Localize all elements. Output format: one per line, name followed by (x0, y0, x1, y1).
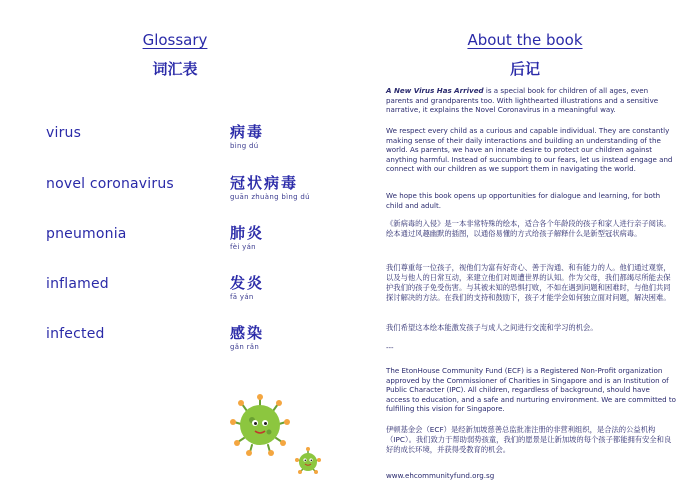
term-chinese: 冠状病毒 (230, 174, 299, 192)
about-paragraph-1 (386, 86, 676, 115)
term-chinese: 感染 (230, 324, 265, 342)
term-pinyin: gǎn rǎn (230, 343, 260, 351)
ecf-english-paragraph: The EtonHouse Community Fund (ECF) is a Registered Non-Profit organization approved by the Commissioner of Charities in Singapore and is an Institution of Public Character (IPC). All children, regardless of background, should have access to education, and a safe and nurturing environment. We are committed to fulfilling this vision for Singapore. (386, 366, 677, 414)
about-title: About the book (467, 31, 583, 49)
virus-characters-icon (228, 392, 328, 478)
term-pinyin: fèi yán (230, 243, 256, 251)
glossary-subtitle: 词汇表 (152, 60, 198, 78)
term-pinyin: bìng dú (230, 142, 259, 150)
separator: --- (386, 344, 394, 352)
ecf-chinese-paragraph: 伊顿基金会（ECF）是经新加坡慈善总监批准注册的非营利组织，是合法的公益机构（IPC）。我们致力于帮助弱势孩童，我们的愿景是让新加坡的每个孩子都能拥有安全和良好的成长环境，并获得受教育的机会。 (386, 425, 672, 454)
term-pinyin: fā yán (230, 293, 254, 301)
glossary-row (0, 172, 350, 212)
about-zh-paragraph-2: 我们尊重每一位孩子，视他们为富有好奇心、善于沟通、和有能力的人。他们通过观察，以及与他人的日常互动，来建立他们对周遭世界的认知。作为父母，我们都竭尽所能去保护我们的孩子免受伤害。与其被未知的恐惧打败，不如在遇到问题和困难时，与他们共同探讨解决的方法。在我们的支持和鼓励下，孩子才能学会如何独立面对问题，解决困难。 (386, 263, 671, 302)
about-paragraph-3: We hope this book opens up opportunities for dialogue and learning, for both child and adult. (386, 191, 661, 210)
book-title: A New Virus Has Arrived (386, 86, 484, 95)
about-zh-paragraph-3: 我们希望这本绘本能激发孩子与成人之间进行交流和学习的机会。 (386, 323, 598, 332)
about-paragraph-2: We respect every child as a curious and capable individual. They are constantly making sense of their daily interactions and building an understanding of the world. As parents, we have an innate desire to protect our children against anything harmful. Instead of succumbing to our fears, let us instead engage and connect with our children as we support them in navigating the world. (386, 126, 673, 174)
term-chinese: 发炎 (230, 274, 265, 292)
paragraph-text: is a special book for children of all ages, even parents and grandparents too. With lighthearted illustrations and a sensitive narrative, it explains the Novel Coronavirus in a meaningful way. (386, 86, 659, 115)
term-english: novel coronavirus (46, 176, 174, 192)
term-pinyin: guān zhuàng bìng dú (230, 193, 310, 201)
glossary-row (0, 322, 350, 362)
glossary-row (0, 272, 350, 312)
term-english: pneumonia (46, 226, 127, 242)
glossary-title: Glossary (142, 31, 208, 49)
term-english: virus (46, 125, 82, 141)
term-chinese: 肺炎 (230, 224, 265, 242)
about-subtitle: 后记 (509, 60, 540, 78)
about-zh-paragraph-1: 《新病毒的入侵》是一本非常特殊的绘本，适合各个年龄段的孩子和家人进行亲子阅读。绘本通过风趣幽默的插图，以通俗易懂的方式给孩子解释什么是新型冠状病毒。 (386, 219, 671, 238)
glossary-row (0, 222, 350, 262)
term-english: infected (46, 326, 105, 342)
term-chinese: 病毒 (230, 123, 265, 141)
website-link[interactable]: www.ehcommunityfund.org.sg (386, 471, 495, 480)
term-english: inflamed (46, 276, 109, 292)
glossary-row (0, 121, 350, 161)
